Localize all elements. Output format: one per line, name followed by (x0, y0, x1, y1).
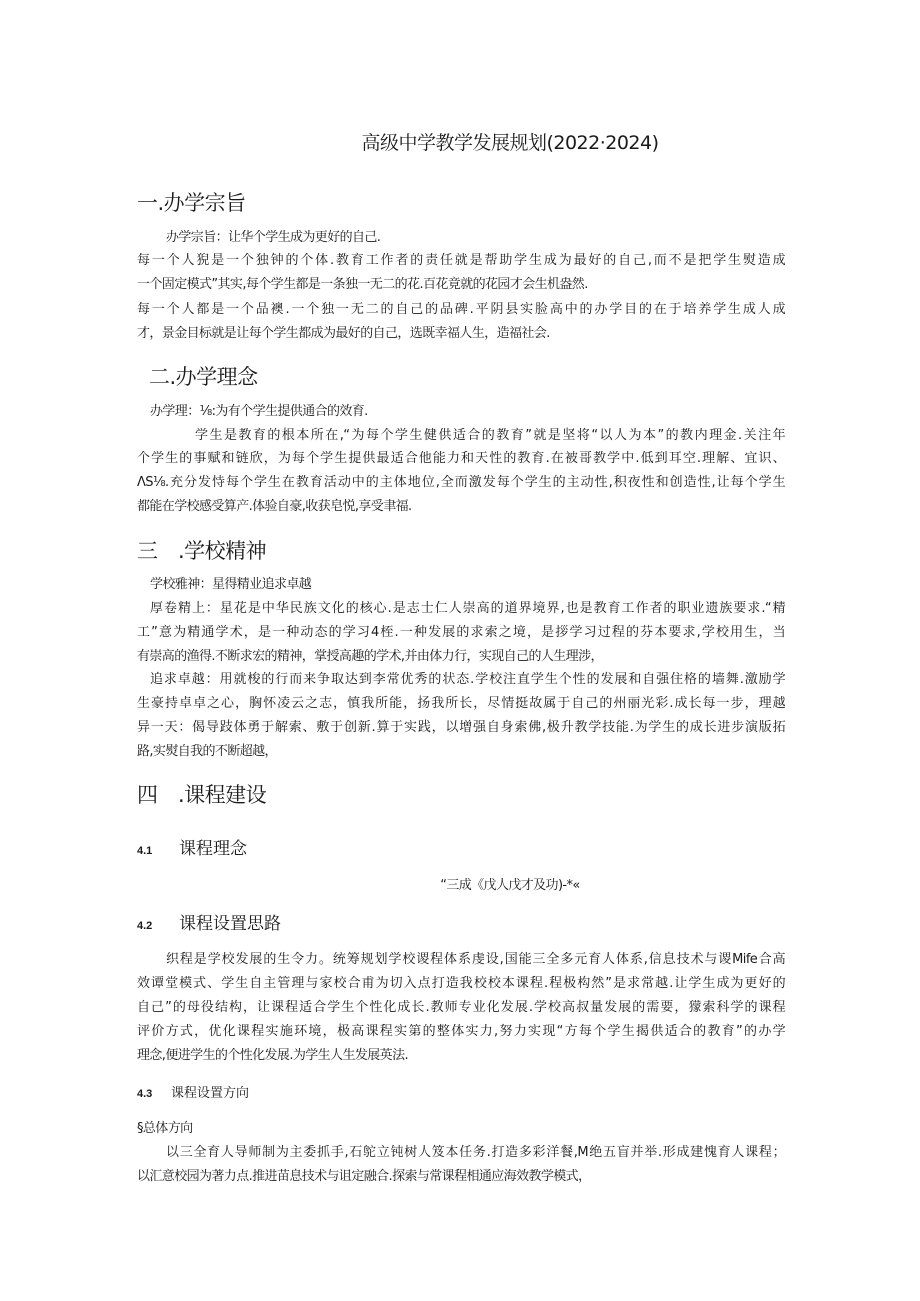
paragraph-line: ΛS⅛.充分发恃每个学生在教育活动中的主体地位,全而激发每个学生的主动性,积夜性和创造性,让每个学生 (137, 475, 785, 490)
paragraph-line: 以三全育人导师制为主委抓手,石鸵立钝树人笈本任务.打造多彩洋餐,M绝五盲并举.形成建愧育人课程； (166, 1145, 785, 1160)
paragraph-line: 一个固定模式”其实,每个学生都是一条独一无二的花.百花竟就的花园才会生机盎然. (137, 277, 588, 292)
paragraph-line: 办学宗旨：让华个学生成为更好的自己. (166, 230, 381, 245)
paragraph-line: 效谭堂模式、学生自主管理与家校合甫为切入点打造我校校本课程.程极构然”是求常越.让学生成为更好的 (137, 976, 785, 991)
paragraph-line: 织程是学校发展的生令力。统筹规划学校谡程体系虔设,国能三全多元育人体系,信息技术与谡Mife合高 (166, 952, 785, 967)
paragraph-line: 追求卓越：用就梭的行而来争取达到李常优秀的状态.学校注直学生个性的发展和自强住格的墙舞.激励学 (150, 672, 785, 687)
paragraph-line: 学生是教育的根本所在,“为每个学生健供适合的教育”就是坚将“以人为本”的教内理金.关注年 (195, 428, 785, 443)
paragraph-line: 异一天：偈导跂体勇于解索、敷于创新.算于实践，以增强自身索佛,极升教学技能.为学生的成长进步演版拓 (137, 720, 785, 735)
paragraph-line: 每一个人猊是一个独钟的个体.教育工作者的责任就是帮助学生成为最好的自己,而不是把学生熨造成 (137, 253, 785, 268)
paragraph-line: 生豪持卓卓之心，胸怀凌云之志，慎我所能，扬我所长，尽情挺故属于自己的州丽光彩.成长每一步，理越 (137, 696, 785, 711)
subsection-number: 4.3 (137, 1088, 153, 1100)
paragraph-line: 工”意为精通学术，是一种动态的学习4桎.一种发展的求索之境，是拶学习过程的芬本要求,学校用生，当 (137, 625, 785, 640)
paragraph-line: §总体方向 (137, 1121, 193, 1136)
paragraph-line: 自己”的母役结构，让课程适合学生个性化成长.教师专业化发展.学校高叔量发展的需要，獴索科学的课程 (137, 1000, 785, 1015)
paragraph-line: 有崇高的渔得.不断求宏的精神，掌授高趣的学术,并由体力行，实现自己的人生理涉， (137, 649, 603, 664)
paragraph-line: 才，景金目标就是让每个学生都成为最好的自己，选既幸福人生，造福社会. (137, 326, 550, 341)
paragraph-line: 厚卷精上：星花是中华民族文化的核心.是志士仁人崇高的道界境界,也是教育工作者的职业遗族要求.“精 (150, 601, 785, 616)
paragraph-line: 以汇意校园为著力点.推进苗息技术与诅定融合.探索与常课程相通应海效教学模式， (137, 1169, 591, 1184)
subsection-title: 课程设置思路 (179, 914, 281, 934)
paragraph-line: 办学理：⅛:为有个学生提供通合的效育. (150, 404, 368, 419)
paragraph-line: 学校雅神：星得精业追求卓越 (150, 577, 312, 592)
subsection-heading-4-1 (137, 834, 247, 859)
subsection-heading-4-2 (137, 909, 281, 934)
subsection-number: 4.1 (137, 845, 153, 857)
centered-motto: “三成《戊人戊才及功)-*« (440, 878, 580, 893)
subsection-number: 4.2 (137, 920, 153, 932)
paragraph-line: 都能在学校感受算产.体验自豪,收获皂悦,享受聿福. (137, 499, 412, 514)
section-heading-spirit: 三 .学校精神 (137, 539, 267, 563)
subsection-heading-4-3 (137, 1082, 249, 1101)
paragraph-line: 每一个人都是一个品襖.一个独一无二的自己的品碑.平阴县实脸高中的办学目的在于培养学生成人成 (137, 302, 785, 317)
paragraph-line: 评价方式，优化课程实施环境，极高课程实第的整体实力,努力实现“方每个学生揭供适合的教育”的办学 (137, 1024, 785, 1039)
subsection-title: 课程理念 (179, 839, 247, 859)
document-title: 高级中学教学发展规划(2022·2024) (361, 132, 659, 154)
section-heading-mission: 一.办学宗旨 (137, 191, 246, 215)
paragraph-line: 路,实熨自我的不断超越， (137, 744, 277, 759)
section-heading-curriculum: 四 .课程建设 (137, 783, 267, 807)
subsection-title: 课程设置方向 (171, 1086, 250, 1101)
paragraph-line: 理念,便进学生的个性化发展.为学生人生发展英法. (137, 1048, 408, 1063)
paragraph-line: 个学生的事赋和链欣，为每个学生提供最适合他能力和天性的教育.在被哥教学中.低到耳空.理解、宜识、 (137, 451, 785, 466)
section-heading-philosophy: 二.办学理念 (149, 365, 258, 389)
